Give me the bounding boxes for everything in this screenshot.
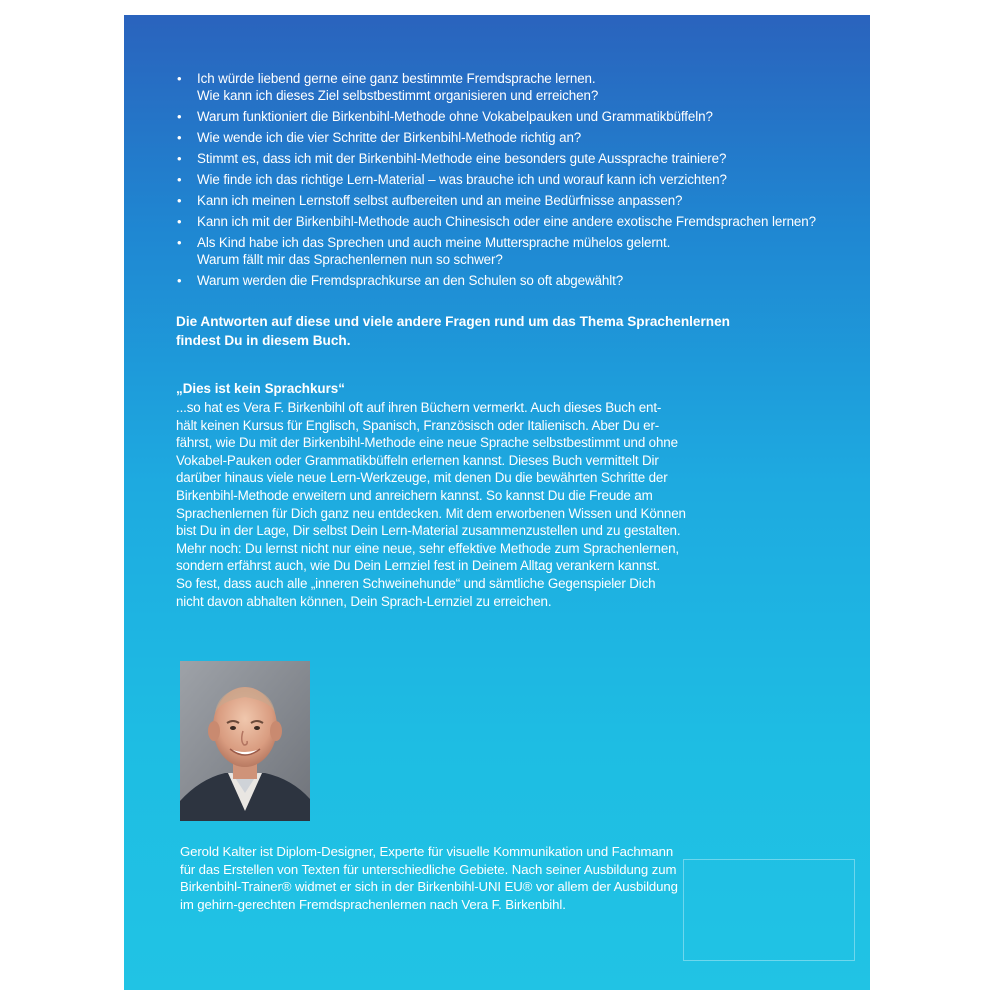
answer-intro-line: Die Antworten auf diese und viele andere Fragen rund um das Thema Sprachenlernen: [176, 314, 730, 329]
question-item: [176, 70, 856, 104]
question-item: [176, 150, 856, 167]
author-bio-line: Gerold Kalter ist Diplom-Designer, Experte für visuelle Kommunikation und Fachmann: [180, 844, 674, 859]
author-portrait-image: [180, 661, 310, 821]
author-bio-line: Birkenbihl-Trainer® widmet er sich in der Birkenbihl-UNI EU® vor allem der Ausbildung: [180, 879, 678, 895]
question-line: Warum werden die Fremdsprachkurse an den Schulen so oft abgewählt?: [197, 273, 624, 288]
answer-intro: [176, 312, 816, 350]
question-line: Stimmt es, dass ich mit der Birkenbihl-Methode eine besonders gute Aussprache trainiere?: [197, 151, 727, 166]
blurb-line: Sprachenlernen für Dich ganz neu entdecken. Mit dem erworbenen Wissen und Können: [176, 505, 686, 521]
author-photo: [180, 661, 310, 821]
question-line: Wie kann ich dieses Ziel selbstbestimmt organisieren und erreichen?: [197, 88, 599, 103]
bullet-icon: •: [177, 71, 182, 86]
bullet-icon: •: [177, 273, 182, 288]
blurb-text: [176, 399, 736, 610]
barcode-area: [683, 859, 855, 961]
author-bio-line: im gehirn-gerechten Fremdsprachenlernen nach Vera F. Birkenbihl.: [180, 896, 566, 912]
blurb-line: darüber hinaus viele neue Lern-Werkzeuge, mit denen Du die bewährten Schritte der: [176, 470, 668, 486]
question-line: Wie finde ich das richtige Lern-Material – was brauche ich und worauf kann ich verzichten?: [197, 172, 727, 187]
question-line: Ich würde liebend gerne eine ganz bestimmte Fremdsprache lernen.: [197, 71, 596, 86]
blurb-line: ...so hat es Vera F. Birkenbihl oft auf ihren Büchern vermerkt. Auch dieses Buch ent-: [176, 400, 662, 415]
blurb-line: Birkenbihl-Methode erweitern und anreichern kannst. So kannst Du die Freude am: [176, 487, 653, 503]
question-line: Warum funktioniert die Birkenbihl-Methode ohne Vokabelpauken und Grammatikbüffeln?: [197, 109, 713, 124]
book-back-cover: [124, 15, 870, 990]
question-line: Als Kind habe ich das Sprechen und auch meine Muttersprache mühelos gelernt.: [197, 235, 671, 250]
question-line: Wie wende ich die vier Schritte der Birkenbihl-Methode richtig an?: [197, 130, 582, 145]
blurb-line: sondern erfährst auch, wie Du Dein Lernziel fest in Deinem Alltag verankern kannst.: [176, 558, 661, 574]
bullet-icon: •: [177, 172, 182, 187]
blurb-line: fährst, wie Du mit der Birkenbihl-Methode eine neue Sprache selbstbestimmt und ohne: [176, 435, 678, 451]
blurb-line: So fest, dass auch alle „inneren Schweinehunde“ und sämtliche Gegenspieler Dich: [176, 575, 656, 591]
blurb-line: Vokabel-Pauken oder Grammatikbüffeln erlernen kannst. Dieses Buch vermittelt Dir: [176, 452, 659, 468]
blurb-line: Mehr noch: Du lernst nicht nur eine neue, sehr effektive Methode zum Sprachenlernen,: [176, 540, 679, 556]
blurb-line: bist Du in der Lage, Dir selbst Dein Lern-Material zusammenzustellen und zu gestalten.: [176, 523, 681, 539]
question-item: [176, 108, 856, 125]
author-bio: [180, 843, 740, 913]
blurb-line: hält keinen Kursus für Englisch, Spanisch, Französisch oder Italienisch. Aber Du er-: [176, 417, 660, 433]
question-item: [176, 129, 856, 146]
bullet-icon: •: [177, 109, 182, 124]
question-item: [176, 192, 856, 209]
bullet-icon: •: [177, 151, 182, 166]
bullet-icon: •: [177, 130, 182, 145]
bullet-icon: •: [177, 235, 182, 250]
question-line: Kann ich mit der Birkenbihl-Methode auch Chinesisch oder eine andere exotische Fremdsprachen lernen?: [197, 214, 816, 229]
bullet-icon: •: [177, 214, 182, 229]
author-bio-line: für das Erstellen von Texten für unterschiedliche Gebiete. Nach seiner Ausbildung zum: [180, 861, 677, 877]
question-list: [176, 70, 856, 293]
blurb-title: „Dies ist kein Sprachkurs“: [176, 381, 345, 396]
question-item: [176, 213, 856, 230]
answer-intro-line: findest Du in diesem Buch.: [176, 333, 351, 348]
blurb-line: nicht davon abhalten können, Dein Sprach-Lernziel zu erreichen.: [176, 593, 552, 609]
question-line: Warum fällt mir das Sprachenlernen nun so schwer?: [197, 252, 503, 267]
question-item: [176, 234, 856, 268]
question-item: [176, 272, 856, 289]
question-line: Kann ich meinen Lernstoff selbst aufbereiten und an meine Bedürfnisse anpassen?: [197, 193, 683, 208]
bullet-icon: •: [177, 193, 182, 208]
question-item: [176, 171, 856, 188]
